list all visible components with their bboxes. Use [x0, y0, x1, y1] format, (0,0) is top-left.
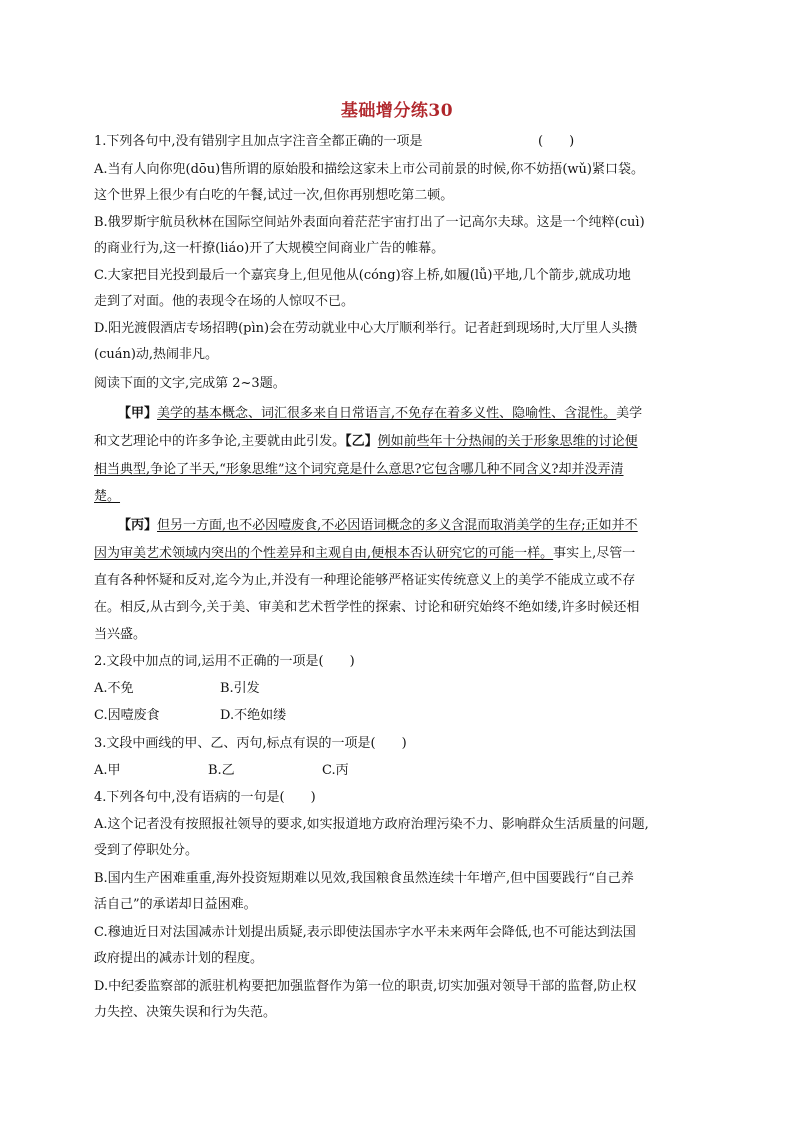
q4-option-b-line2: 活自己”的承诺却日益困难。 — [94, 897, 257, 912]
sentence-bing-part2: 因为审美艺术领域内突出的个性差异和主观自由,便根本否认研究它的可能一样。 — [94, 546, 554, 561]
passage-p2-line4: 在。相反,从古到今,关于美、审美和艺术哲学性的探索、讨论和研究始终不绝如缕,许多时候还相 — [94, 600, 640, 615]
tag-jia: 【甲】 — [118, 406, 158, 421]
q1-option-b-line2: 的商业行为,这一杆撩(liáo)开了大规模空间商业广告的帷幕。 — [94, 241, 445, 256]
q1-option-c-line1: C.大家把目光投到最后一个嘉宾身上,但见他从(cóng)容上桥,如履(lǚ)平地,几个箭步,就成功地 — [94, 268, 631, 283]
q3-stem: 3.文段中画线的甲、乙、丙句,标点有误的一项是( ) — [94, 736, 407, 751]
q4-option-c-line2: 政府提出的减赤计划的程度。 — [94, 951, 264, 966]
q4-option-d-line1: D.中纪委监察部的派驻机构要把加强监督作为第一位的职责,切实加强对领导干部的监督,防止权 — [94, 979, 637, 994]
q4-stem: 4.下列各句中,没有语病的一句是( ) — [94, 790, 316, 805]
q3-option-c: C.丙 — [322, 763, 349, 778]
q1-option-b-line1: B.俄罗斯宇航员秋林在国际空间站外表面向着茫茫宇宙打出了一记高尔夫球。这是一个纯粹(cuì) — [94, 215, 645, 230]
q2-option-a: A.不免 — [94, 681, 134, 696]
passage-p1-tail: 美学 — [616, 406, 643, 421]
q1-option-a-line2: 这个世界上很少有白吃的午餐,试过一次,但你再别想吃第二顿。 — [94, 188, 454, 203]
passage-p2-tail: 事实上,尽管一 — [553, 546, 636, 561]
q1-option-c-line2: 走到了对面。他的表现令在场的人惊叹不已。 — [94, 294, 355, 309]
q4-option-c-line1: C.穆迪近日对法国减赤计划提出质疑,表示即使法国赤字水平未来两年会降低,也不可能达到法国 — [94, 925, 636, 940]
q1-option-d-line1: D.阳光渡假酒店专场招聘(pìn)会在劳动就业中心大厅顺利举行。记者赶到现场时,大厅里人头攒 — [94, 321, 638, 336]
passage-p1-line2-text: 和文艺理论中的许多争论,主要就由此引发。 — [94, 434, 346, 449]
q1-option-d-line2: (cuán)动,热闹非凡。 — [94, 347, 219, 362]
q1-stem-text: 1.下列各句中,没有错别字且加点字注音全都正确的一项是 — [94, 134, 423, 149]
q4-option-a-line1: A.这个记者没有按照报社领导的要求,如实报道地方政府治理污染不力、影响群众生活质量的问题, — [94, 817, 649, 832]
q3-option-a: A.甲 — [94, 763, 121, 778]
sentence-jia: 美学的基本概念、词汇很多来自日常语言,不免存在着多义性、隐喻性、含混性。 — [157, 406, 617, 421]
q4-option-a-line2: 受到了停职处分。 — [94, 843, 199, 858]
page-title: 基础增分练30 — [340, 101, 454, 121]
q3-option-b: B.乙 — [208, 763, 235, 778]
sentence-yi-part3-text: 楚。 — [94, 489, 121, 504]
passage-p1-line2 — [94, 433, 638, 451]
q2-option-d: D.不绝如缕 — [220, 708, 287, 723]
tag-bing: 【丙】 — [118, 518, 158, 533]
passage-p2-line1 — [118, 517, 638, 535]
passage-p2-line2 — [94, 545, 635, 563]
sentence-yi-part1: 例如前些年十分热闹的关于形象思维的讨论便 — [377, 434, 638, 449]
q2-option-c: C.因噎废食 — [94, 708, 160, 723]
sentence-yi-part3 — [94, 488, 120, 506]
passage-p2-line5: 当兴盛。 — [94, 627, 147, 642]
q1-stem — [94, 133, 575, 151]
sentence-yi-part2 — [94, 461, 624, 479]
passage-p1-line1 — [118, 405, 642, 423]
sentence-yi-part2-text: 相当典型,争论了半天,“形象思维”这个词究竟是什么意思?它包含哪几种不同含义?却并没弄清 — [94, 462, 624, 477]
q4-option-d-line2: 力失控、决策失误和行为失范。 — [94, 1005, 277, 1020]
q2-option-b: B.引发 — [220, 681, 260, 696]
tag-yi: 【乙】 — [345, 434, 378, 449]
q2-stem: 2.文段中加点的词,运用不正确的一项是( ) — [94, 654, 355, 669]
passage-intro: 阅读下面的文字,完成第 2~3题。 — [94, 376, 286, 391]
q4-option-b-line1: B.国内生产困难重重,海外投资短期难以见效,我国粮食虽然连续十年增产,但中国要践行“自己养 — [94, 871, 634, 886]
sentence-bing-part1: 但另一方面,也不必因噎废食,不必因语词概念的多义含混而取消美学的生存;正如并不 — [157, 518, 638, 533]
q1-option-a-line1: A.当有人向你兜(dōu)售所谓的原始股和描绘这家未上市公司前景的时候,你不妨捂(wǔ)紧口袋。 — [94, 162, 644, 177]
passage-p2-line3: 直有各种怀疑和反对,迄今为止,并没有一种理论能够严格证实传统意义上的美学不能成立或不存 — [94, 573, 636, 588]
q1-answer-paren: ( ) — [538, 134, 575, 149]
